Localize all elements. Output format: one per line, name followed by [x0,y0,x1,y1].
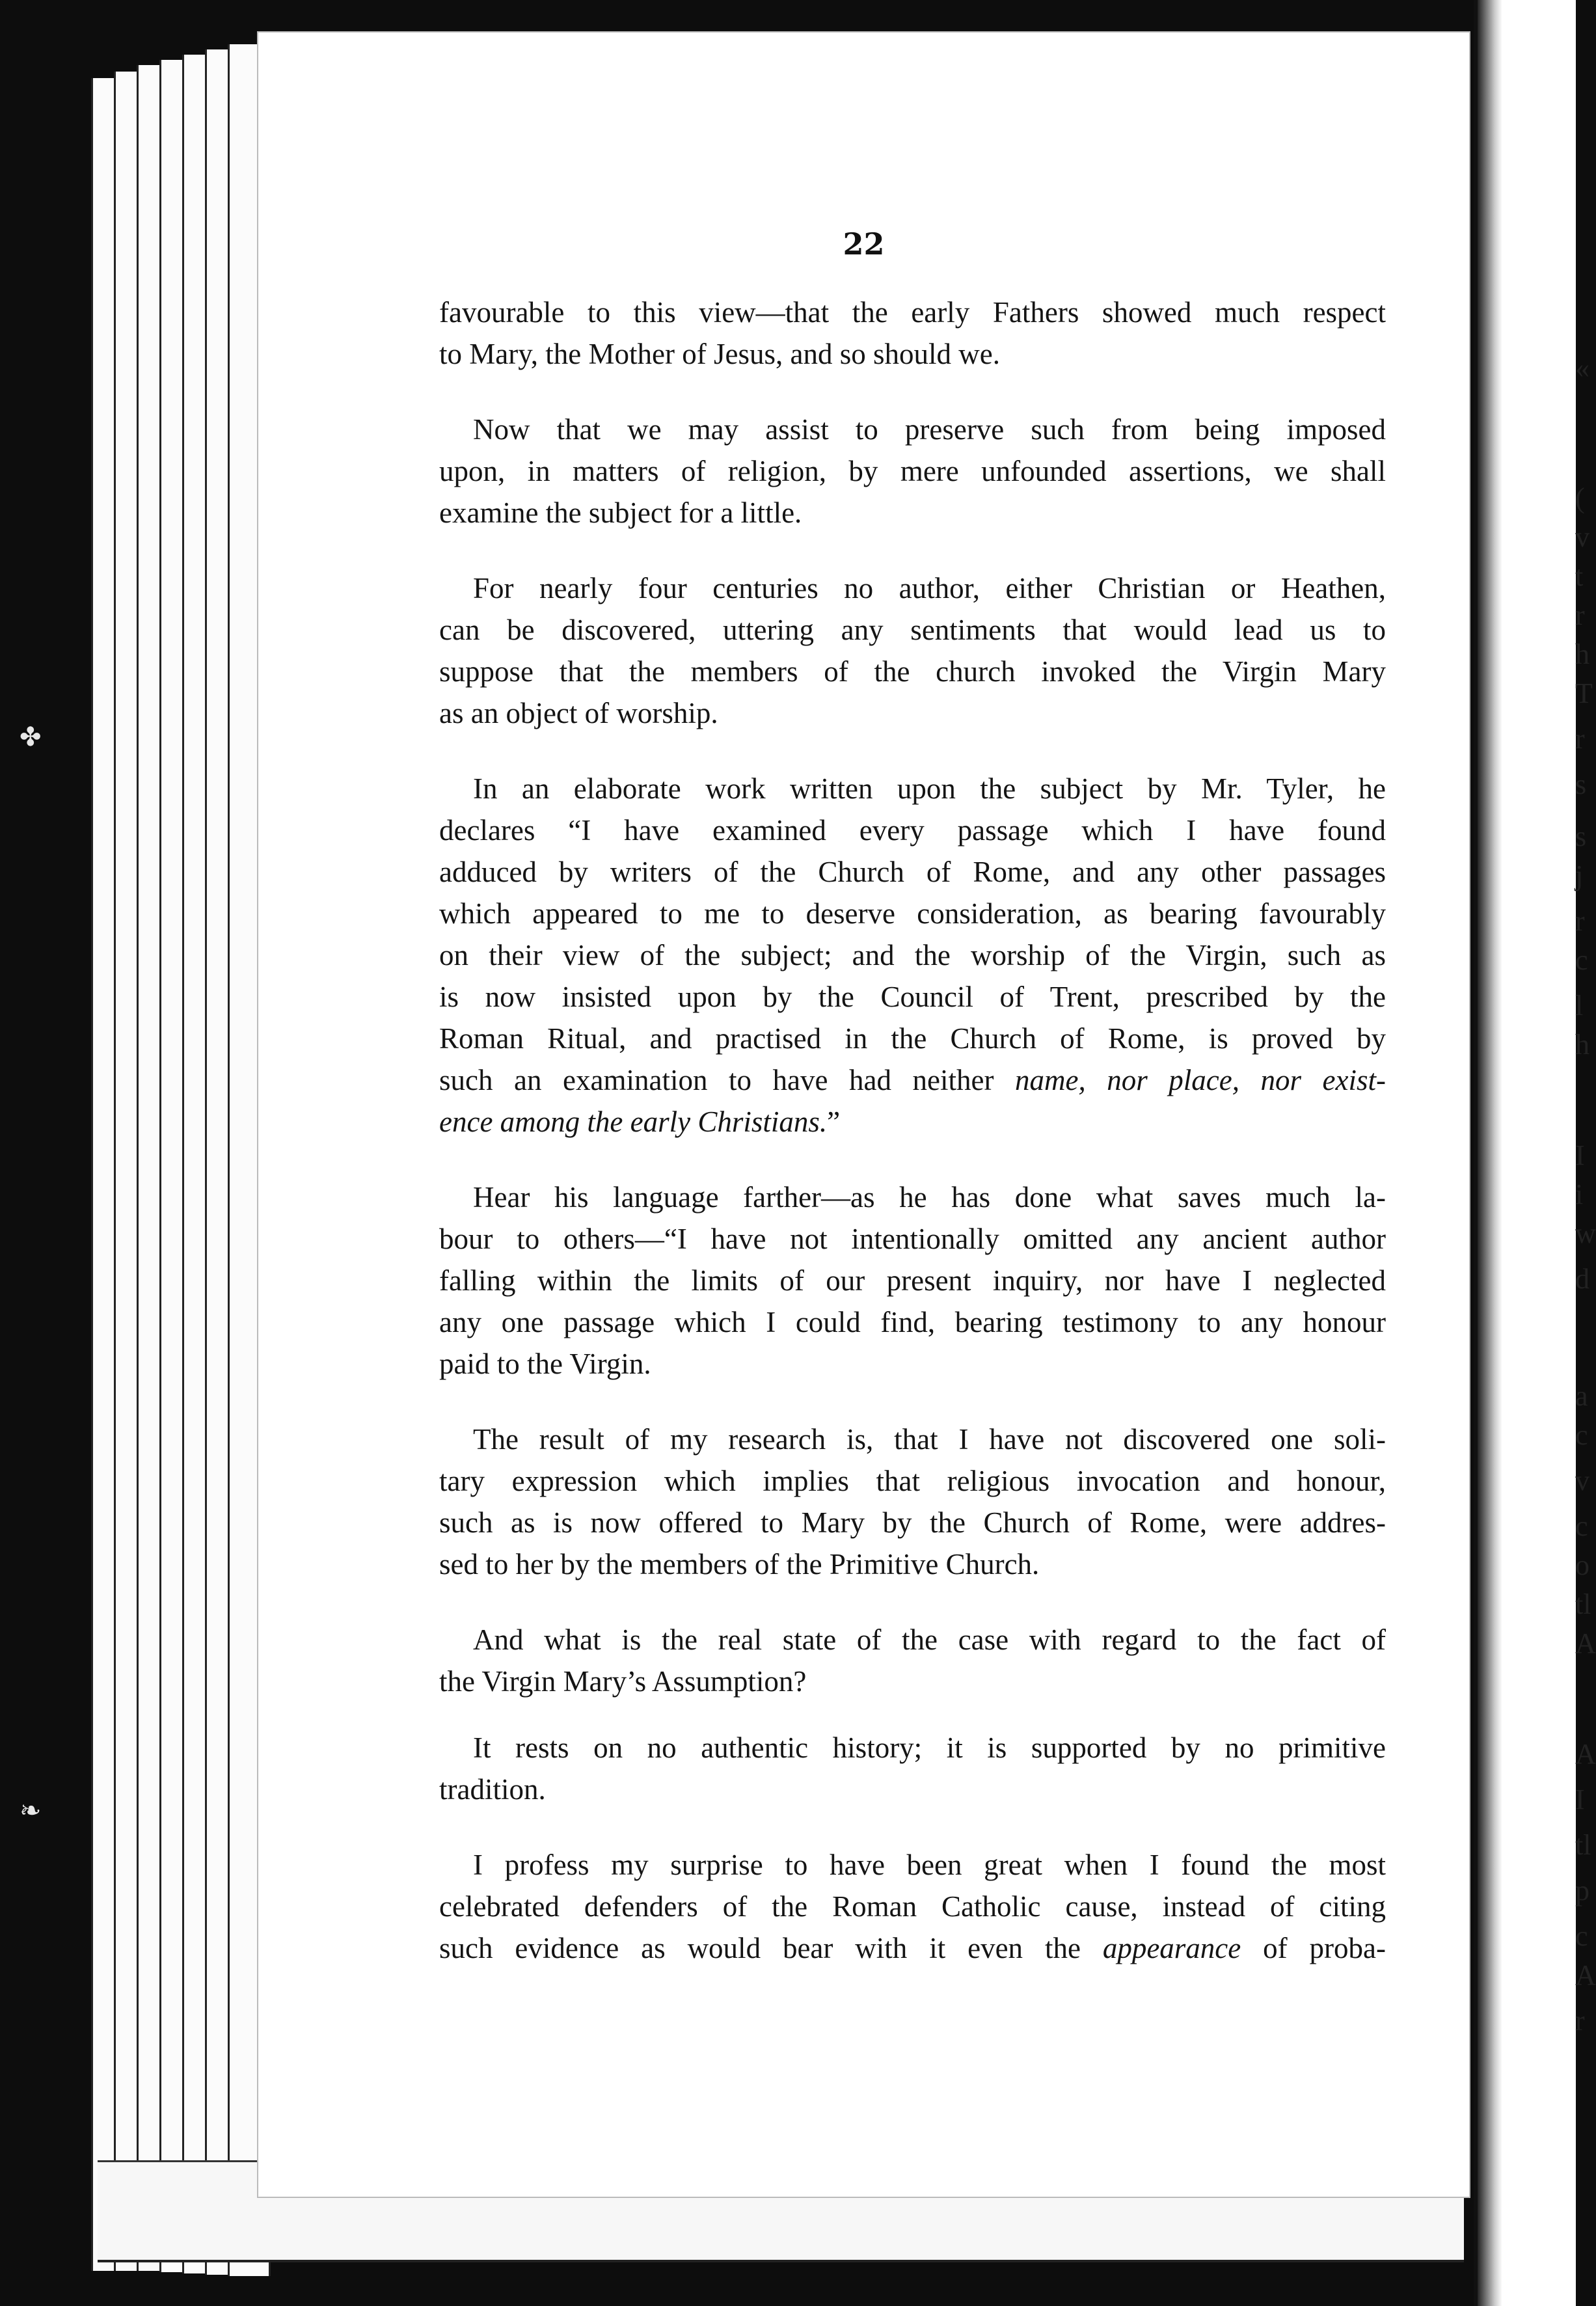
text-line: In an elaborate work written upon the subject by Mr. Tyler, he [473,772,1386,805]
gutter-shadow [1478,0,1502,2306]
text-line: which appeared to me to deserve consideration, as bearing favourably [439,897,1386,930]
paragraph [439,1727,1386,1810]
facing-fragment: p [1575,1875,1589,1906]
text-fragment: such evidence as would bear with it even the [439,1932,1081,1964]
text-line: bour to others—“I have not intentionally omitted any ancient author [439,1223,1386,1255]
facing-fragment: c [1575,1920,1588,1952]
text-line: examine the subject for a little. [439,496,802,529]
paragraph [439,567,1386,734]
text-line: declares “I have examined every passage which I have found [439,814,1386,847]
facing-fragment: t [1575,560,1584,592]
text-line: to Mary, the Mother of Jesus, and so should we. [439,338,1000,370]
facing-fragment: I [1575,1784,1585,1815]
facing-fragment: h [1575,1029,1589,1061]
text-line: Hear his language farther—as he has done what saves much la- [473,1181,1386,1214]
text-line: any one passage which I could find, bearing testimony to any honour [439,1306,1386,1338]
facing-fragment: A [1575,1627,1596,1659]
italic-fragment: ence among the early Christians. [439,1106,828,1138]
facing-fragment: c [1575,1510,1588,1542]
paragraph [439,292,1386,375]
facing-fragment: T [1575,677,1593,709]
facing-fragment: c [1575,1419,1588,1451]
scan-artifact: ❧ [20,1796,42,1826]
facing-fragment: r [1575,905,1585,937]
facing-fragment: « [1575,352,1589,384]
text-line: on their view of the subject; and the worship of the Virgin, such as [439,939,1386,971]
paragraph [439,1619,1386,1702]
text-line: And what is the real state of the case with regard to the fact of [473,1623,1386,1656]
facing-fragment: A [1575,1959,1596,1991]
paragraph [439,1176,1386,1385]
facing-page [1474,0,1596,2306]
facing-fragment: w [1575,1217,1596,1249]
facing-fragment: i [1575,1178,1584,1210]
text-line: I profess my surprise to have been great when I found the most [473,1849,1386,1881]
text-line: For nearly four centuries no author, either Christian or Heathen, [473,572,1386,604]
closing-quote: ” [827,1106,841,1138]
facing-fragment: ( [1575,482,1585,514]
facing-fragment: a [1575,1380,1588,1412]
page-body [439,292,1386,2003]
facing-fragment: d [1575,1263,1589,1295]
text-line: tary expression which implies that religious invocation and honour, [439,1465,1386,1497]
text-line: celebrated defenders of the Roman Catholic cause, instead of citing [439,1890,1386,1923]
italic-fragment: appearance [1080,1932,1241,1964]
facing-fragment: c [1575,944,1588,976]
facing-fragment: tl [1575,1588,1591,1620]
facing-fragment: r [1575,723,1585,755]
facing-fragment: h [1575,638,1589,670]
facing-fragment: j [1575,860,1584,891]
text-line: the Virgin Mary’s Assumption? [439,1665,807,1698]
text-line: as an object of worship. [439,697,718,729]
text-line: can be discovered, uttering any sentiments that would lead us to [439,614,1386,646]
facing-fragment: s [1575,821,1587,852]
text-line: is now insisted upon by the Council of Trent, prescribed by the [439,981,1386,1013]
italic-fragment: name, nor place, nor exist- [994,1064,1386,1096]
text-line: suppose that the members of the church invoked the Virgin Mary [439,655,1386,688]
facing-fragment: l [1575,990,1584,1022]
facing-fragment: s [1575,768,1587,800]
facing-fragment: v [1575,1465,1589,1497]
text-line [439,1059,1386,1101]
text-line: The result of my research is, that I have not discovered one soli- [473,1423,1386,1456]
page-number: 22 [843,226,885,262]
facing-fragment: r [1575,2005,1585,2037]
paragraph [439,409,1386,534]
paragraph [439,1418,1386,1585]
text-fragment: of proba- [1241,1932,1386,1964]
text-line: favourable to this view—that the early Fathers showed much respect [439,296,1386,329]
text-line: upon, in matters of religion, by mere unfounded assertions, we shall [439,455,1386,487]
text-fragment: such an examination to have had neither [439,1064,994,1096]
text-line [439,1101,1386,1143]
text-line: tradition. [439,1773,546,1806]
facing-fragment: I [1575,1139,1585,1171]
paragraph [439,768,1386,1143]
text-line: Now that we may assist to preserve such from being imposed [473,413,1386,446]
text-line: It rests on no authentic history; it is supported by no primitive [473,1731,1386,1764]
text-line: paid to the Virgin. [439,1348,651,1380]
text-line: Roman Ritual, and practised in the Church of Rome, is proved by [439,1022,1386,1055]
facing-fragment: v [1575,521,1589,553]
facing-fragment: r [1575,599,1585,631]
text-line [439,1927,1386,1969]
text-line: such as is now offered to Mary by the Church of Rome, were addres- [439,1506,1386,1539]
book-page [257,31,1470,2198]
facing-fragment: o [1575,1549,1589,1581]
text-line: falling within the limits of our present inquiry, nor have I neglected [439,1264,1386,1297]
paragraph [439,1844,1386,1969]
facing-fragment: A [1575,1738,1596,1770]
text-line: adduced by writers of the Church of Rome, and any other passages [439,856,1386,888]
scan-artifact: ✤ [20,722,42,752]
text-line: sed to her by the members of the Primitive Church. [439,1548,1040,1580]
facing-fragment: tl [1575,1829,1591,1861]
